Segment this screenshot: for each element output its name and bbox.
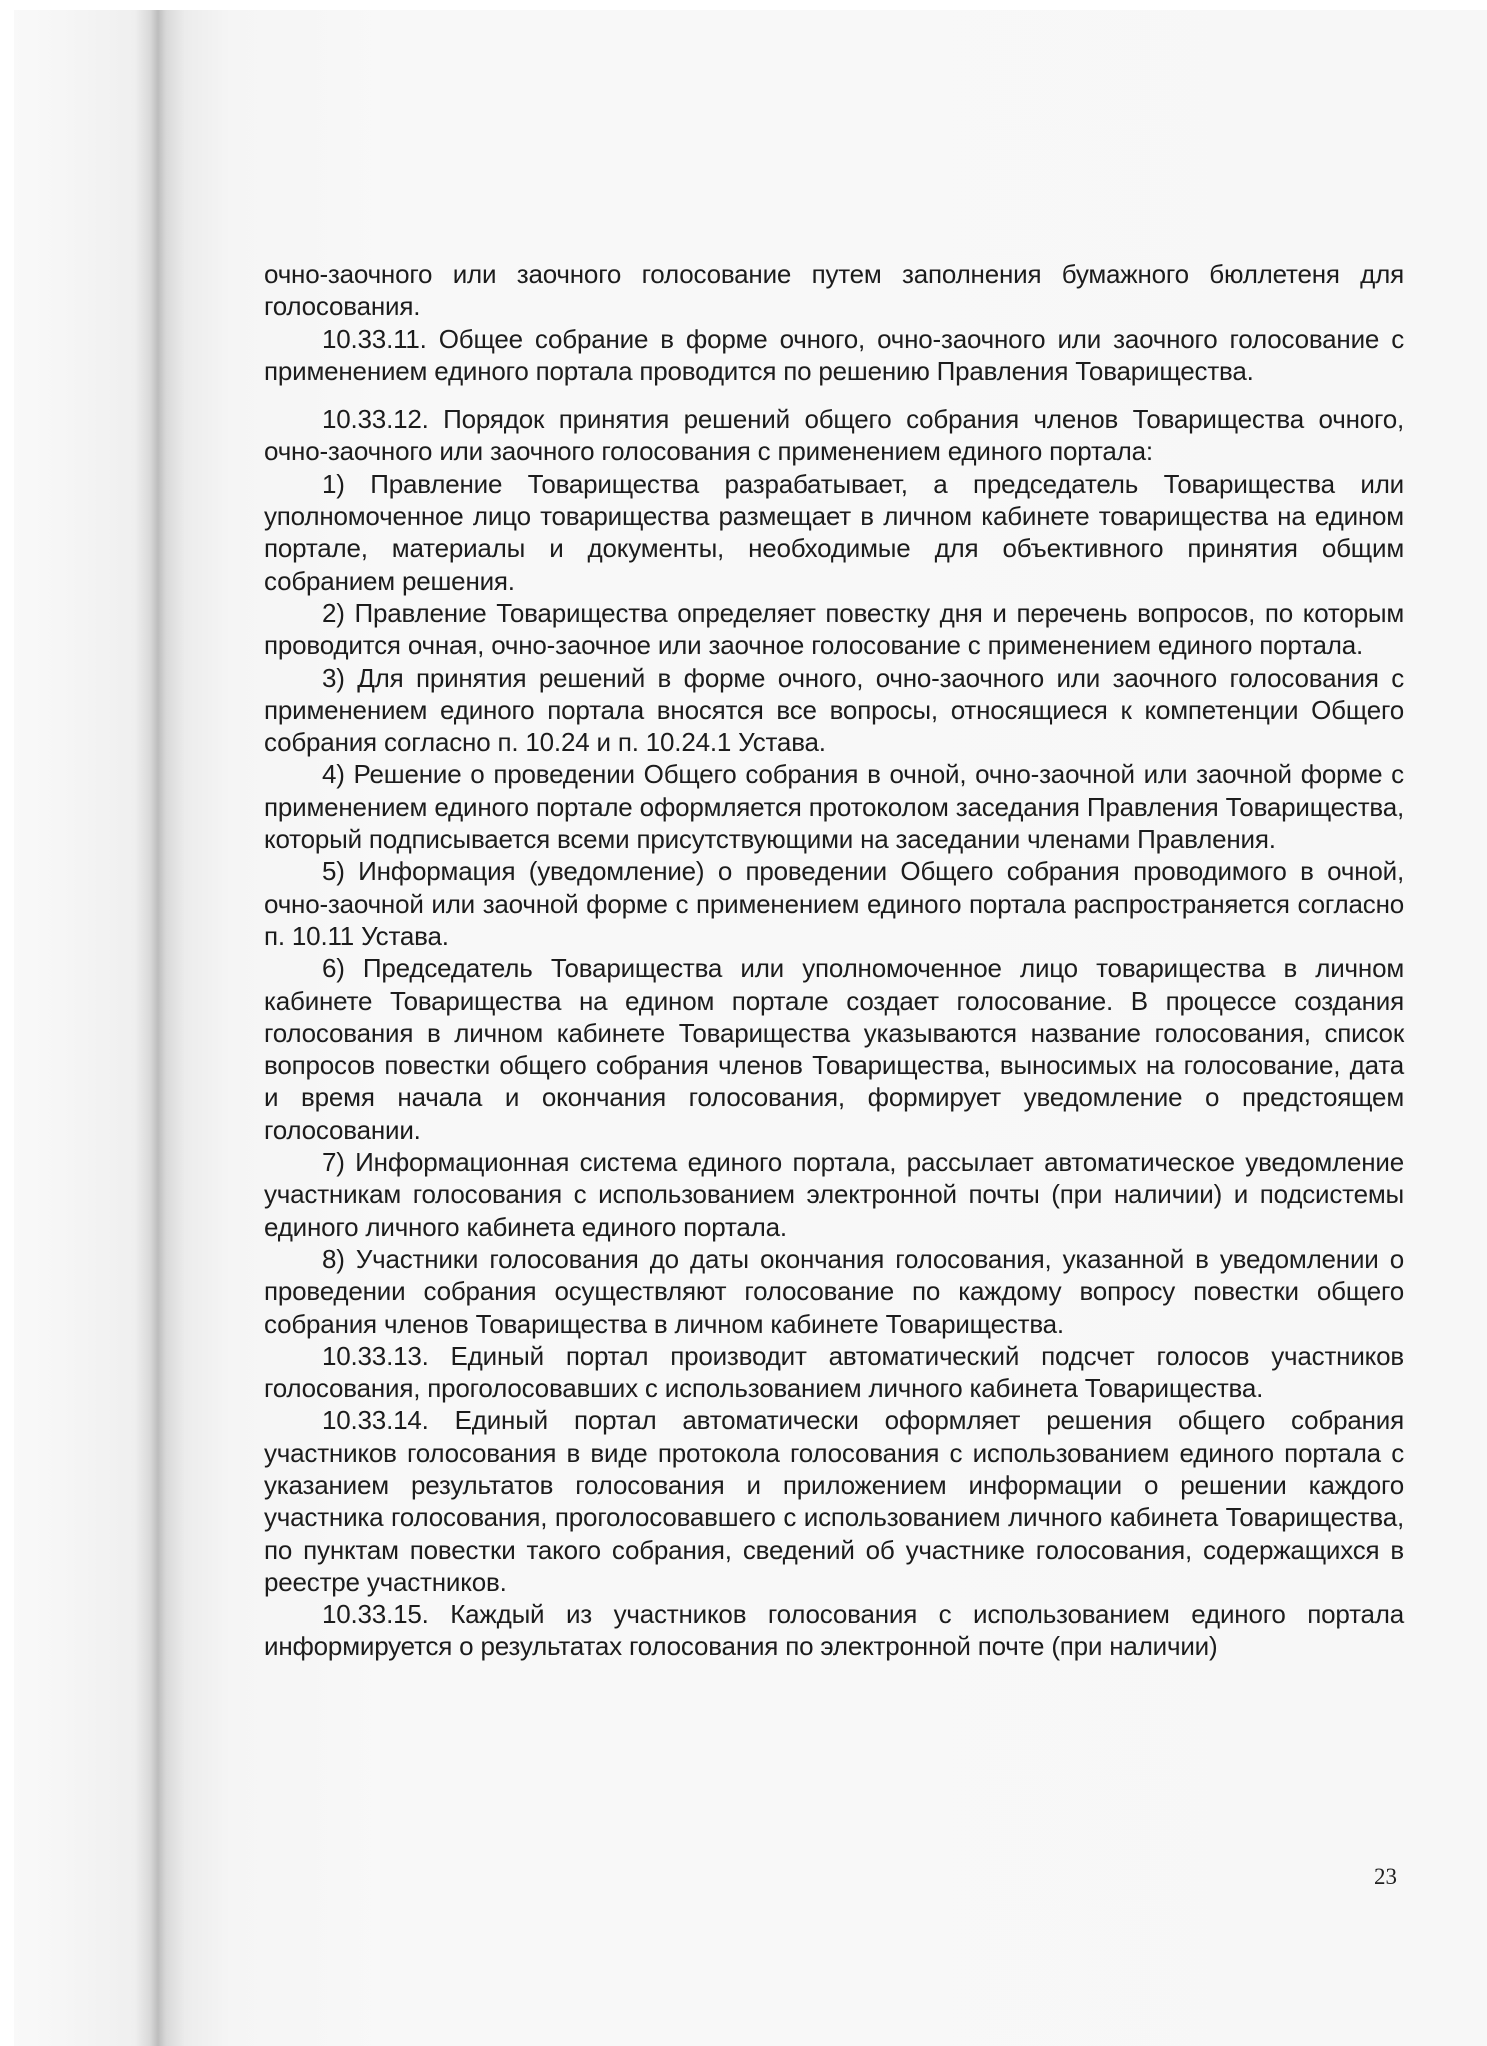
paragraph-continuation: очно-заочного или заочного голосование путем заполнения бумажного бюллетеня для голосования. <box>264 259 1404 322</box>
scan-top-margin <box>0 0 1487 10</box>
clause-10-33-11: 10.33.11. Общее собрание в форме очного, очно-заочного или заочного голосование с применением единого портала проводится по решению Правления Товарищества. <box>264 323 1404 386</box>
list-item-6: 6) Председатель Товарищества или уполномоченное лицо товарищества в личном кабинете Товарищества на едином портале создает голосование. В процессе создания голосования в личном кабинете Товарищества указываются название голосования, список вопросов повестки общего собрания членов Товарищества, выносимых на голосование, дата и время начала и окончания голосования, формирует уведомление о предстоящем голосовании. <box>264 953 1404 1145</box>
clause-10-33-13: 10.33.13. Единый портал производит автоматический подсчет голосов участников голосования, проголосовавших с использованием личного кабинета Товарищества. <box>264 1340 1404 1404</box>
list-item-5: 5) Информация (уведомление) о проведении Общего собрания проводимого в очной, очно-заочной или заочной форме с применением единого портала распространяется согласно п. 10.11 Устава. <box>264 856 1404 951</box>
list-item-1: 1) Правление Товарищества разрабатывает, а председатель Товарищества или уполномоченное лицо товарищества размещает в личном кабинете товарищества на едином портале, материалы и документы, необходимые для объективного принятия общим собранием решения. <box>264 468 1404 596</box>
list-item-3: 3) Для принятия решений в форме очного, очно-заочного или заочного голосования с применением единого портала вносятся все вопросы, относящиеся к компетенции Общего собрания согласно п. 10.24 и п. 10.24.1 Устава. <box>264 662 1404 758</box>
clause-10-33-14: 10.33.14. Единый портал автоматически оформляет решения общего собрания участников голосования в виде протокола голосования с использованием единого портала с указанием результатов голосования и приложением информации о решении каждого участника голосования, проголосовавшего с использованием личного кабинета Товарищества, по пунктам повестки такого собрания, сведений об участнике голосования, содержащихся в реестре участников. <box>264 1405 1404 1597</box>
clause-10-33-12: 10.33.12. Порядок принятия решений общего собрания членов Товарищества очного, очно-заочного или заочного голосования с применением единого портала: <box>264 404 1404 467</box>
clause-10-33-15: 10.33.15. Каждый из участников голосования с использованием единого портала информируется о результатах голосования по электронной почте (при наличии) <box>264 1599 1404 1662</box>
list-item-4: 4) Решение о проведении Общего собрания в очной, очно-заочной или заочной форме с применением единого портале оформляется протоколом заседания Правления Товарищества, который подписывается всеми присутствующими на заседании членами Правления. <box>264 759 1404 855</box>
scan-left-margin <box>0 0 14 2046</box>
list-item-7: 7) Информационная система единого портала, рассылает автоматическое уведомление участникам голосования с использованием электронной почты (при наличии) и подсистемы единого личного кабинета единого портала. <box>264 1147 1404 1242</box>
list-item-2: 2) Правление Товарищества определяет повестку дня и перечень вопросов, по которым проводится очная, очно-заочное или заочное голосование с применением единого портала. <box>264 597 1404 661</box>
list-item-8: 8) Участники голосования до даты окончания голосования, указанной в уведомлении о проведении собрания осуществляют голосование по каждому вопросу повестки общего собрания членов Товарищества в личном кабинете Товарищества. <box>264 1243 1404 1339</box>
page-number: 23 <box>1374 1864 1397 1889</box>
document-body <box>264 258 1404 1663</box>
